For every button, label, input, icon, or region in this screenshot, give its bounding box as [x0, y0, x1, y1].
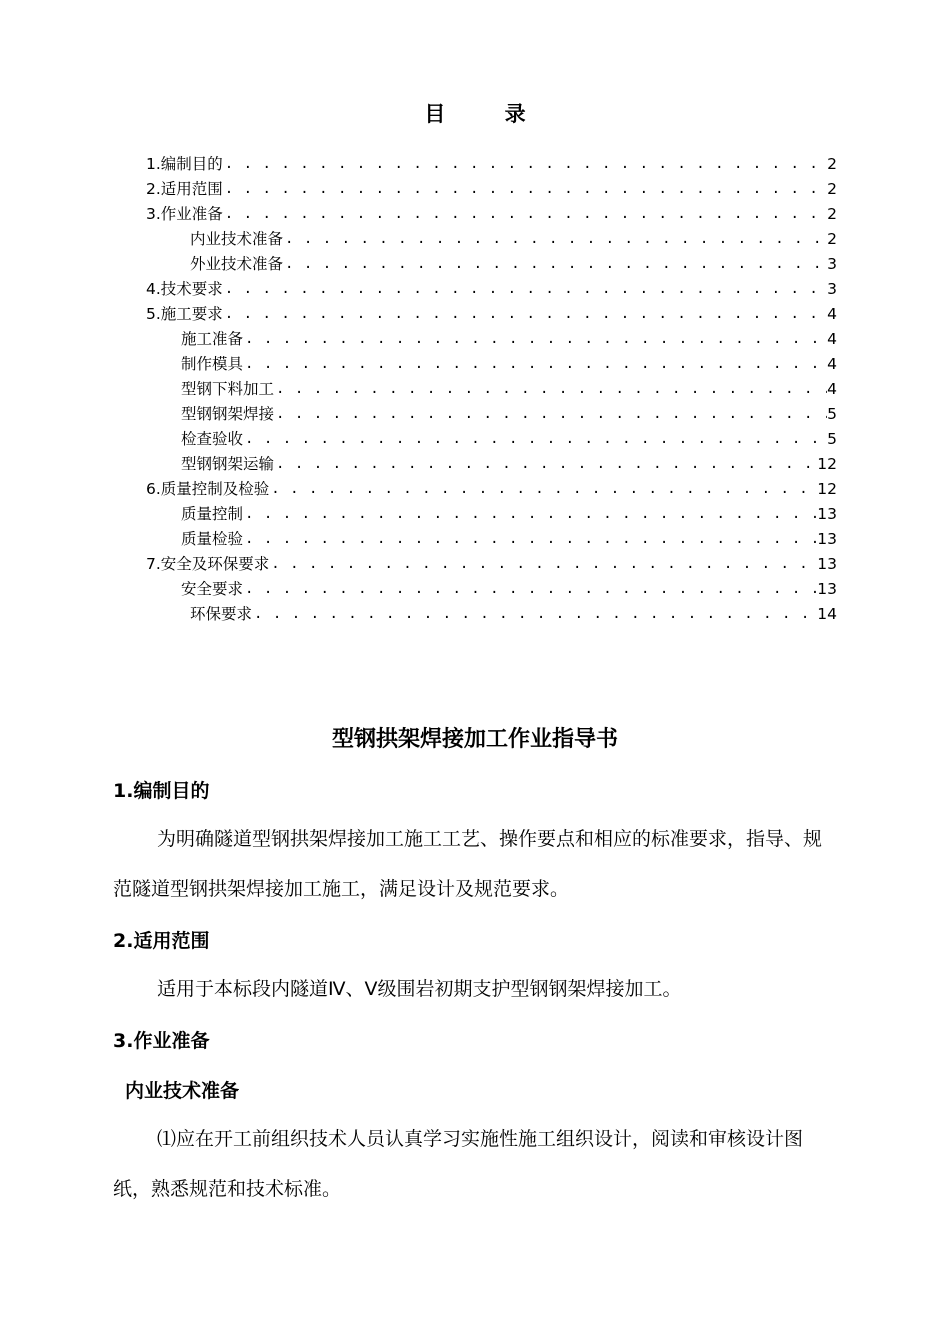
toc-entry[interactable] — [181, 377, 837, 401]
toc-entry-label: 3.作业准备 — [146, 205, 223, 223]
toc-entry-label: 质量控制 — [181, 505, 244, 523]
toc-entry-label: 7.安全及环保要求 — [146, 555, 270, 573]
toc-entry-page: 3 — [827, 280, 837, 298]
toc-entry-page: 13 — [817, 505, 837, 523]
toc-entry-page: 13 — [817, 580, 837, 598]
toc-entry-label: 1.编制目的 — [146, 155, 223, 173]
toc-entry[interactable] — [146, 277, 837, 301]
toc-entry-label: 5.施工要求 — [146, 305, 223, 323]
toc-entry[interactable] — [190, 227, 837, 251]
toc-leader-dots — [223, 277, 827, 301]
toc-entry-page: 13 — [817, 555, 837, 573]
toc-entry[interactable] — [146, 477, 837, 501]
toc-entry-label: 6.质量控制及检验 — [146, 480, 270, 498]
toc-leader-dots — [223, 177, 827, 201]
toc-leader-dots — [269, 552, 817, 576]
toc-entry[interactable] — [181, 327, 837, 351]
toc-leader-dots — [223, 302, 827, 326]
toc-entry-label: 型钢钢架焊接 — [181, 405, 275, 423]
subsection-heading-internal-tech: 内业技术准备 — [125, 1080, 240, 1102]
toc-entry[interactable] — [181, 527, 837, 551]
toc-entry-label: 制作模具 — [181, 355, 244, 373]
toc-leader-dots — [243, 577, 817, 601]
toc-entry[interactable] — [190, 252, 837, 276]
toc-entry-page: 4 — [827, 380, 837, 398]
toc-entry-page: 2 — [827, 180, 837, 198]
toc-entry-page: 4 — [827, 305, 837, 323]
toc-leader-dots — [269, 477, 817, 501]
toc-leader-dots — [243, 502, 817, 526]
toc-entry-page: 2 — [827, 230, 837, 248]
toc-entry-label: 2.适用范围 — [146, 180, 223, 198]
toc-entry-page: 4 — [827, 355, 837, 373]
toc-leader-dots — [283, 227, 827, 251]
toc-entry-page: 2 — [827, 155, 837, 173]
toc-entry[interactable] — [146, 302, 837, 326]
toc-entry-page: 12 — [817, 455, 837, 473]
toc-leader-dots — [274, 402, 827, 426]
section-heading-purpose: 1.编制目的 — [113, 780, 210, 802]
toc-entry[interactable] — [181, 502, 837, 526]
toc-leader-dots — [252, 602, 817, 626]
toc-leader-dots — [243, 427, 827, 451]
toc-entry[interactable] — [181, 577, 837, 601]
toc-entry-label: 质量检验 — [181, 530, 244, 548]
toc-leader-dots — [274, 377, 827, 401]
toc-entry-page: 12 — [817, 480, 837, 498]
toc-entry-label: 环保要求 — [190, 605, 253, 623]
toc-leader-dots — [243, 327, 827, 351]
toc-entry-page: 4 — [827, 330, 837, 348]
toc-leader-dots — [243, 527, 817, 551]
section-body-purpose: 为明确隧道型钢拱架焊接加工施工工艺、操作要点和相应的标准要求，指导、规范隧道型钢拱架焊接加工施工，满足设计及规范要求。 — [113, 828, 823, 900]
toc-leader-dots — [223, 152, 827, 176]
toc-entry-label: 4.技术要求 — [146, 280, 223, 298]
toc-entry-label: 内业技术准备 — [190, 230, 284, 248]
toc-entry-page: 3 — [827, 255, 837, 273]
toc-entry[interactable] — [181, 427, 837, 451]
toc-entry-page: 13 — [817, 530, 837, 548]
section-body-scope: 适用于本标段内隧道Ⅳ、Ⅴ级围岩初期支护型钢钢架焊接加工。 — [157, 978, 682, 1000]
toc-leader-dots — [223, 202, 827, 226]
toc-entry[interactable] — [181, 352, 837, 376]
toc-entry-label: 检查验收 — [181, 430, 244, 448]
toc-leader-dots — [274, 452, 817, 476]
section-heading-scope: 2.适用范围 — [113, 930, 210, 952]
document-title: 型钢拱架焊接加工作业指导书 — [331, 727, 618, 752]
toc-entry[interactable] — [146, 152, 837, 176]
subsection-body-internal-tech: ⑴应在开工前组织技术人员认真学习实施性施工组织设计，阅读和审核设计图纸，熟悉规范和技术标准。 — [113, 1128, 804, 1200]
toc-entry[interactable] — [190, 602, 837, 626]
toc-entry-label: 安全要求 — [181, 580, 244, 598]
toc-title: 目 录 — [424, 102, 552, 126]
toc-entry-label: 型钢钢架运输 — [181, 455, 275, 473]
toc-entry-page: 2 — [827, 205, 837, 223]
toc-entry-label: 施工准备 — [181, 330, 244, 348]
toc-entry[interactable] — [181, 402, 837, 426]
toc-entry-label: 外业技术准备 — [190, 255, 284, 273]
toc-entry[interactable] — [146, 177, 837, 201]
section-heading-preparation: 3.作业准备 — [113, 1030, 210, 1052]
toc-entry-page: 14 — [817, 605, 837, 623]
toc-leader-dots — [243, 352, 827, 376]
toc-entry[interactable] — [146, 202, 837, 226]
toc-leader-dots — [283, 252, 827, 276]
toc-entry[interactable] — [146, 552, 837, 576]
toc-entry-label: 型钢下料加工 — [181, 380, 275, 398]
toc-entry-page: 5 — [827, 405, 837, 423]
toc-entry[interactable] — [181, 452, 837, 476]
toc-entry-page: 5 — [827, 430, 837, 448]
